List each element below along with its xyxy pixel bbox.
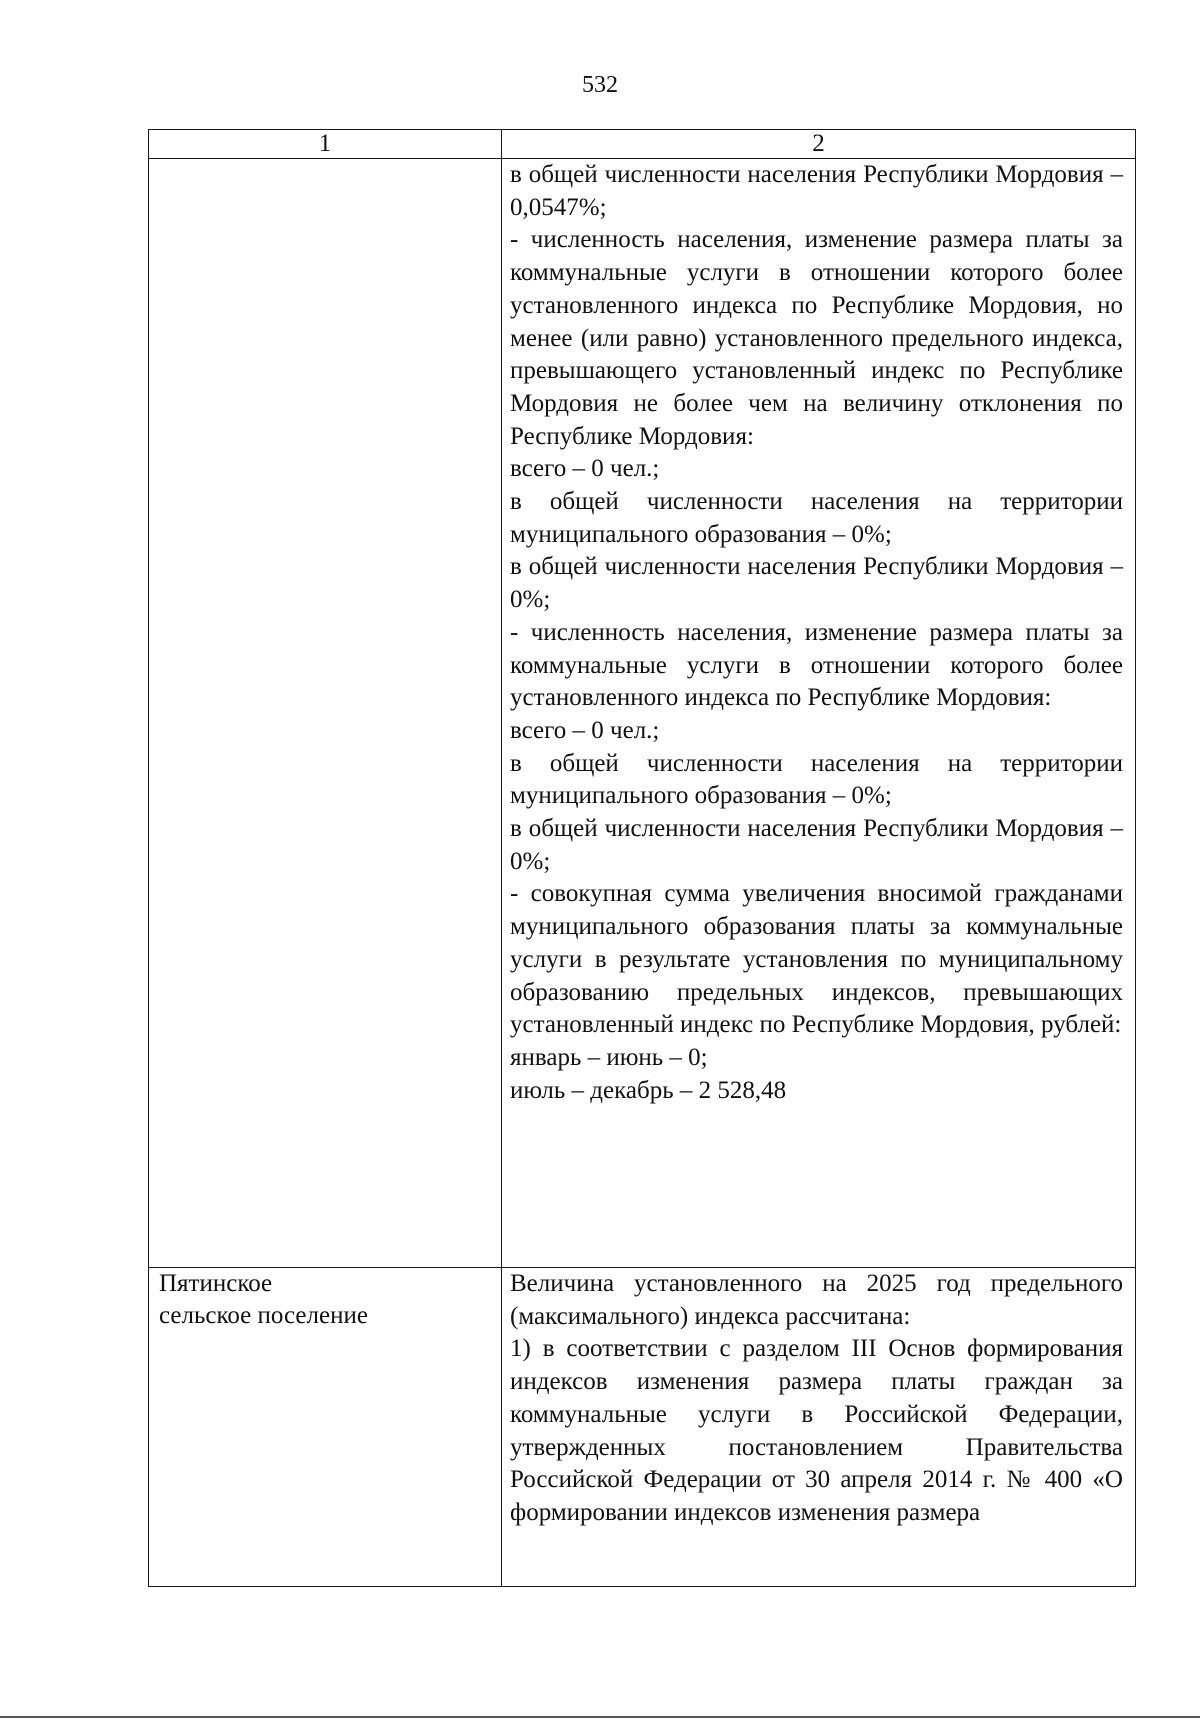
column-header-1: 1 [149, 130, 502, 159]
settlement-name-cell [149, 159, 502, 1268]
paragraph: - совокупная сумма увеличения вносимой гражданами муниципального образования платы за коммунальные услуги в результате установления по муниципальному образованию предельных индексов, превышающих установленный индекс по Республике Мордовия, рублей: [510, 880, 1123, 1039]
paragraph: Величина установленного на 2025 год предельного (максимального) индекса рассчитана: [510, 1270, 1123, 1330]
paragraph: - численность населения, изменение размера платы за коммунальные услуги в отношении которого более установленного индекса по Республике Мордовия, но менее (или равно) установленного предельного индекса, превышающего установленный индекс по Республике Мордовия не более чем на величину отклонения по Республике Мордовия: [510, 226, 1123, 450]
table-row [149, 159, 1136, 1268]
paragraph: в общей численности населения Республики Мордовия – 0,0547%; [510, 161, 1123, 221]
paragraph: июль – декабрь – 2 528,48 [510, 1076, 787, 1104]
paragraph: всего – 0 чел.; [510, 455, 660, 483]
column-header-2: 2 [502, 130, 1136, 159]
table-row [149, 1268, 1136, 1587]
paragraph: - численность населения, изменение размера платы за коммунальные услуги в отношении которого более установленного индекса по Республике Мордовия: [510, 618, 1123, 712]
settlement-name-line: Пятинское [159, 1270, 273, 1297]
paragraph: в общей численности населения на территории муниципального образования – 0%; [510, 749, 1123, 810]
indicator-description-cell [502, 1268, 1136, 1587]
paragraph: в общей численности населения на территории муниципального образования – 0%; [510, 488, 1123, 548]
page-number: 532 [582, 72, 618, 98]
settlement-name-line: сельское поселение [159, 1302, 368, 1329]
settlement-name-cell [149, 1268, 502, 1587]
paragraph: всего – 0 чел.; [510, 716, 660, 744]
paragraph: в общей численности населения Республики Мордовия – 0%; [510, 815, 1123, 875]
cell-content [510, 1268, 1123, 1586]
scan-edge-line [0, 1716, 1200, 1718]
table-header-row [149, 130, 1136, 159]
indicator-description-cell [502, 159, 1136, 1268]
paragraph: в общей численности населения Республики Мордовия – 0%; [510, 553, 1123, 614]
paragraph: январь – июнь – 0; [510, 1043, 708, 1071]
document-table [148, 129, 1136, 1587]
paragraph: 1) в соответствии с разделом III Основ формирования индексов изменения размера платы граждан за коммунальные услуги в Российской Федерации, утвержденных постановлением Правительства Российской Федерации от 30 апреля 2014 г. № 400 «О формировании индексов изменения размера [510, 1335, 1123, 1526]
